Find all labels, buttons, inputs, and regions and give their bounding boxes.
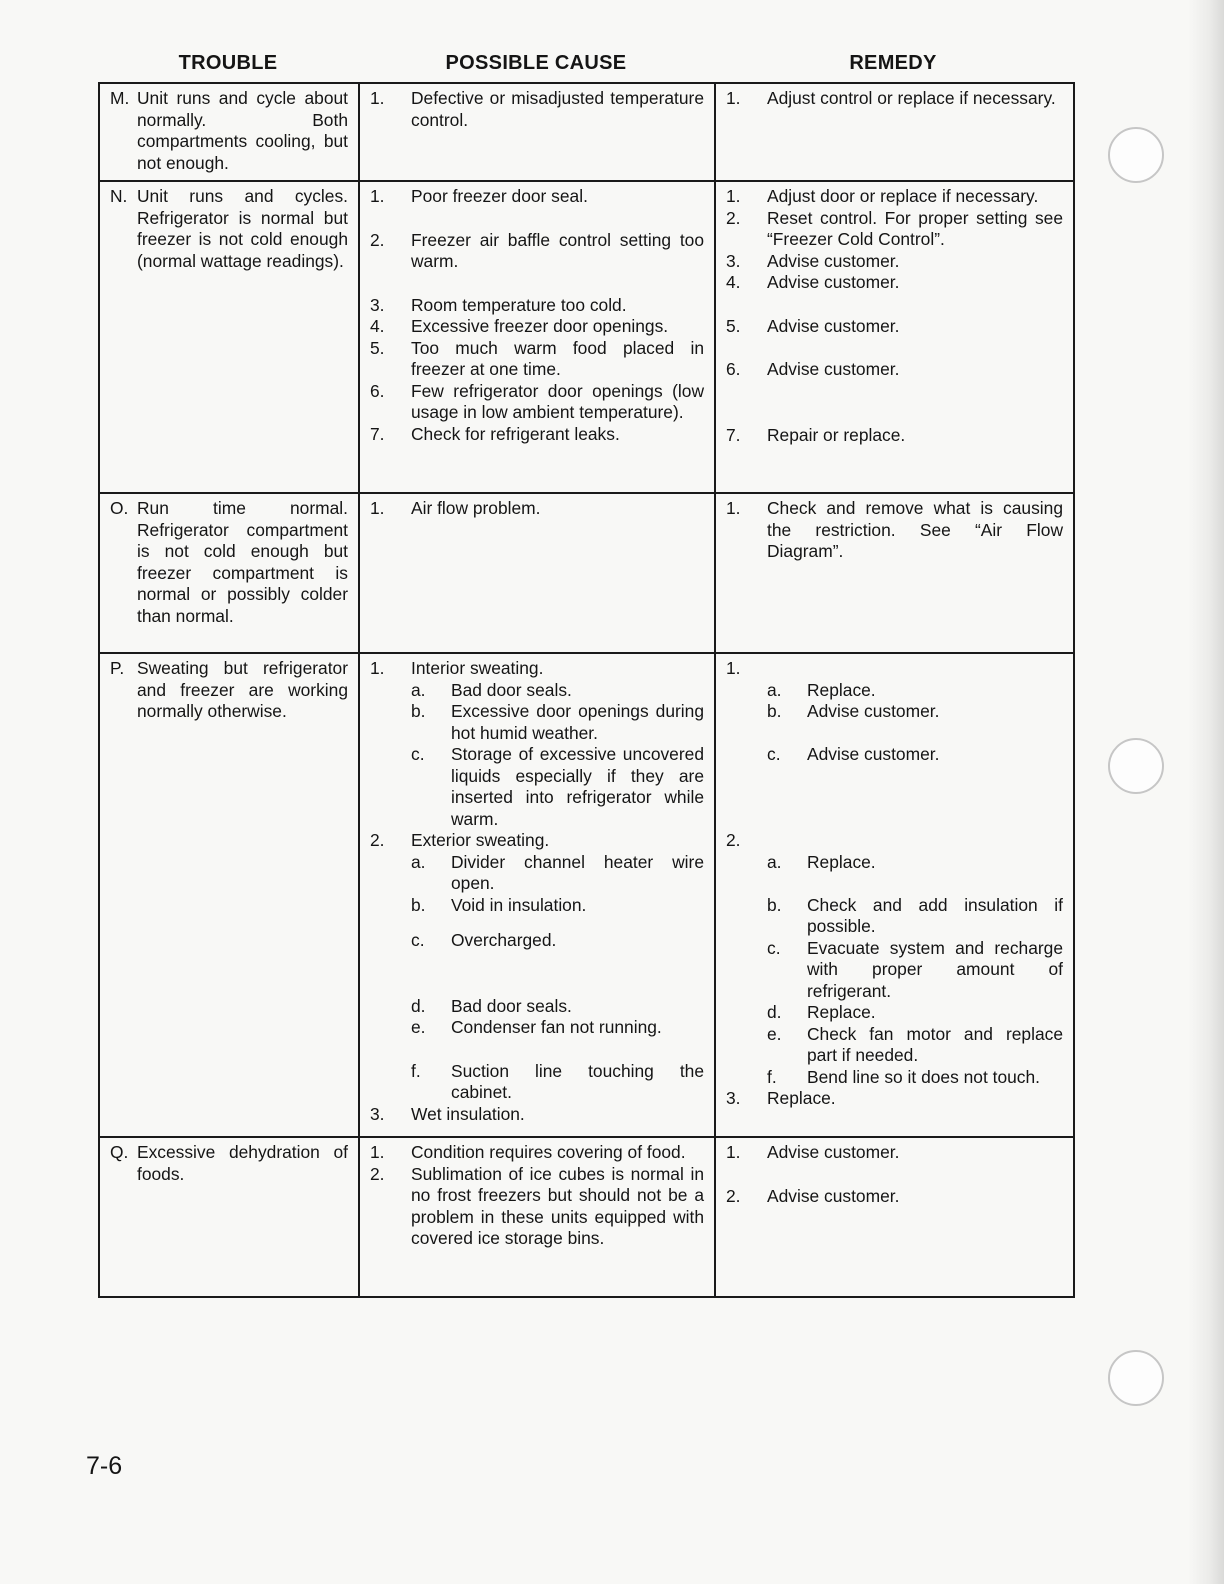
header-remedy: REMEDY bbox=[849, 52, 937, 74]
trouble-letter: N. bbox=[110, 186, 128, 206]
binder-hole-bottom bbox=[1108, 1350, 1164, 1406]
sub-remedy-text: Check and add insulation if possible. bbox=[807, 894, 1063, 936]
item-number: 4. bbox=[370, 316, 385, 336]
sub-cause-text: Storage of excessive uncovered liquids especially if they are inserted into refrigerator while warm. bbox=[451, 744, 704, 829]
item-number: 1. bbox=[726, 88, 741, 108]
sub-letter: c. bbox=[411, 930, 425, 950]
item-number: 1. bbox=[370, 658, 385, 678]
remedy-text: Advise customer. bbox=[767, 1185, 900, 1206]
sub-remedy-text: Bend line so it does not touch. bbox=[807, 1066, 1040, 1087]
item-number: 2. bbox=[726, 207, 741, 228]
item-number: 5. bbox=[370, 337, 385, 358]
sub-letter: c. bbox=[767, 937, 781, 958]
sub-letter: b. bbox=[767, 701, 782, 721]
table-row-p bbox=[99, 653, 1074, 1137]
item-number: 1. bbox=[726, 186, 741, 206]
remedy-text: Adjust control or replace if necessary. bbox=[767, 88, 1056, 108]
sub-letter: f. bbox=[411, 1060, 421, 1081]
trouble-text: Sweating but refrigerator and freezer are working normally otherwise. bbox=[137, 658, 348, 721]
remedy-text: Advise customer. bbox=[767, 359, 900, 379]
sub-letter: e. bbox=[767, 1023, 782, 1044]
item-number: 2. bbox=[370, 830, 385, 850]
item-number: 1. bbox=[726, 658, 741, 678]
cause-text: Too much warm food placed in freezer at one time. bbox=[411, 337, 704, 379]
cause-text: Poor freezer door seal. bbox=[411, 186, 588, 206]
remedy-cell-n bbox=[715, 181, 1074, 493]
cause-cell-p bbox=[359, 653, 715, 1137]
sub-letter: a. bbox=[411, 851, 426, 872]
trouble-letter: P. bbox=[110, 658, 125, 678]
trouble-text: Excessive dehydration of foods. bbox=[137, 1142, 348, 1184]
item-number: 1. bbox=[726, 1142, 741, 1162]
binder-hole-middle bbox=[1108, 738, 1164, 794]
sub-cause-text: Excessive door openings during hot humid weather. bbox=[451, 701, 704, 743]
item-number: 6. bbox=[370, 380, 385, 401]
remedy-cell-p bbox=[715, 653, 1074, 1137]
remedy-text: Check and remove what is causing the restriction. See “Air Flow Diagram”. bbox=[767, 498, 1063, 561]
sub-cause-text: Suction line touching the cabinet. bbox=[451, 1060, 704, 1102]
cause-text: Air flow problem. bbox=[411, 498, 541, 518]
item-number: 1. bbox=[370, 88, 385, 108]
table-row-n bbox=[99, 181, 1074, 493]
sub-cause-text: Condenser fan not running. bbox=[451, 1017, 662, 1037]
binder-hole-top bbox=[1108, 127, 1164, 183]
sub-cause-text: Divider channel heater wire open. bbox=[451, 851, 704, 893]
cause-text: Interior sweating. bbox=[411, 658, 544, 678]
item-number: 1. bbox=[726, 498, 741, 518]
sub-letter: c. bbox=[767, 744, 781, 764]
trouble-cell-m bbox=[99, 83, 359, 181]
remedy-text: Replace. bbox=[767, 1088, 836, 1108]
sub-letter: c. bbox=[411, 744, 425, 764]
cause-text: Room temperature too cold. bbox=[411, 294, 627, 315]
sub-letter: a. bbox=[767, 851, 782, 872]
cause-text: Few refrigerator door openings (low usage in low ambient temperature). bbox=[411, 380, 704, 422]
header-possible-cause: POSSIBLE CAUSE bbox=[445, 52, 627, 74]
remedy-text: Reset control. For proper setting see “Freezer Cold Control”. bbox=[767, 207, 1063, 249]
item-number: 2. bbox=[370, 229, 385, 250]
item-number: 2. bbox=[726, 1185, 741, 1206]
item-number: 7. bbox=[726, 424, 741, 445]
trouble-letter: M. bbox=[110, 88, 130, 108]
item-number: 3. bbox=[726, 250, 741, 271]
sub-remedy-text: Replace. bbox=[807, 851, 876, 872]
remedy-text: Advise customer. bbox=[767, 250, 900, 271]
cause-cell-o bbox=[359, 493, 715, 653]
table-row-o bbox=[99, 493, 1074, 653]
item-number: 3. bbox=[726, 1088, 741, 1108]
trouble-cell-n bbox=[99, 181, 359, 493]
remedy-cell-q bbox=[715, 1137, 1074, 1297]
trouble-cell-p bbox=[99, 653, 359, 1137]
remedy-text: Advise customer. bbox=[767, 272, 900, 292]
sub-letter: d. bbox=[411, 995, 426, 1016]
sub-letter: d. bbox=[767, 1002, 782, 1022]
cause-text: Wet insulation. bbox=[411, 1103, 525, 1124]
remedy-text: Adjust door or replace if necessary. bbox=[767, 186, 1039, 206]
item-number: 3. bbox=[370, 1103, 385, 1124]
cause-cell-m bbox=[359, 83, 715, 181]
sub-cause-text: Bad door seals. bbox=[451, 995, 572, 1016]
cause-text: Condition requires covering of food. bbox=[411, 1142, 686, 1162]
cause-cell-n bbox=[359, 181, 715, 493]
sub-remedy-text: Replace. bbox=[807, 679, 876, 700]
cause-text: Exterior sweating. bbox=[411, 830, 550, 850]
sub-remedy-text: Evacuate system and recharge with proper amount of refrigerant. bbox=[807, 937, 1063, 1001]
table-row-q bbox=[99, 1137, 1074, 1297]
trouble-cell-q bbox=[99, 1137, 359, 1297]
table-row-m bbox=[99, 83, 1074, 181]
item-number: 5. bbox=[726, 315, 741, 336]
remedy-cell-o bbox=[715, 493, 1074, 653]
header-trouble: TROUBLE bbox=[178, 52, 278, 74]
sub-letter: e. bbox=[411, 1017, 426, 1037]
item-number: 4. bbox=[726, 272, 741, 292]
trouble-text: Unit runs and cycles. Refrigerator is normal but freezer is not cold enough (normal wattage readings). bbox=[137, 186, 348, 271]
troubleshooting-table bbox=[98, 82, 1075, 1298]
item-number: 1. bbox=[370, 186, 385, 206]
remedy-text: Advise customer. bbox=[767, 315, 900, 336]
trouble-text: Unit runs and cycle about normally. Both compartments cooling, but not enough. bbox=[137, 88, 348, 173]
sub-letter: a. bbox=[411, 679, 426, 700]
cause-text: Check for refrigerant leaks. bbox=[411, 423, 620, 444]
trouble-cell-o bbox=[99, 493, 359, 653]
remedy-text: Advise customer. bbox=[767, 1142, 900, 1162]
sub-cause-text: Overcharged. bbox=[451, 930, 557, 950]
page-number: 7-6 bbox=[86, 1452, 123, 1480]
sub-remedy-text: Replace. bbox=[807, 1002, 876, 1022]
trouble-text: Run time normal. Refrigerator compartment is not cold enough but freezer compartment is normal or possibly colder than normal. bbox=[137, 498, 348, 626]
trouble-letter: O. bbox=[110, 498, 129, 518]
sub-remedy-text: Advise customer. bbox=[807, 744, 940, 764]
sub-letter: a. bbox=[767, 679, 782, 700]
sub-cause-text: Bad door seals. bbox=[451, 679, 572, 700]
item-number: 1. bbox=[370, 1142, 385, 1162]
item-number: 7. bbox=[370, 423, 385, 444]
item-number: 2. bbox=[370, 1163, 385, 1184]
cause-text: Freezer air baffle control setting too warm. bbox=[411, 229, 704, 271]
item-number: 2. bbox=[726, 830, 741, 850]
remedy-text: Repair or replace. bbox=[767, 424, 906, 445]
cause-text: Sublimation of ice cubes is normal in no frost freezers but should not be a problem in these units equipped with covered ice storage bins. bbox=[411, 1163, 704, 1248]
page-edge-shadow bbox=[1188, 0, 1224, 1584]
item-number: 3. bbox=[370, 294, 385, 315]
remedy-cell-m bbox=[715, 83, 1074, 181]
sub-letter: f. bbox=[767, 1066, 777, 1087]
sub-cause-text: Void in insulation. bbox=[451, 894, 587, 915]
sub-letter: b. bbox=[411, 894, 426, 915]
sub-remedy-text: Check fan motor and replace part if needed. bbox=[807, 1023, 1063, 1065]
cause-cell-q bbox=[359, 1137, 715, 1297]
trouble-letter: Q. bbox=[110, 1142, 129, 1162]
sub-remedy-text: Advise customer. bbox=[807, 701, 940, 721]
sub-letter: b. bbox=[767, 894, 782, 915]
cause-text: Defective or misadjusted temperature control. bbox=[411, 88, 704, 130]
item-number: 1. bbox=[370, 498, 385, 518]
cause-text: Excessive freezer door openings. bbox=[411, 316, 669, 336]
sub-letter: b. bbox=[411, 701, 426, 721]
item-number: 6. bbox=[726, 359, 741, 379]
